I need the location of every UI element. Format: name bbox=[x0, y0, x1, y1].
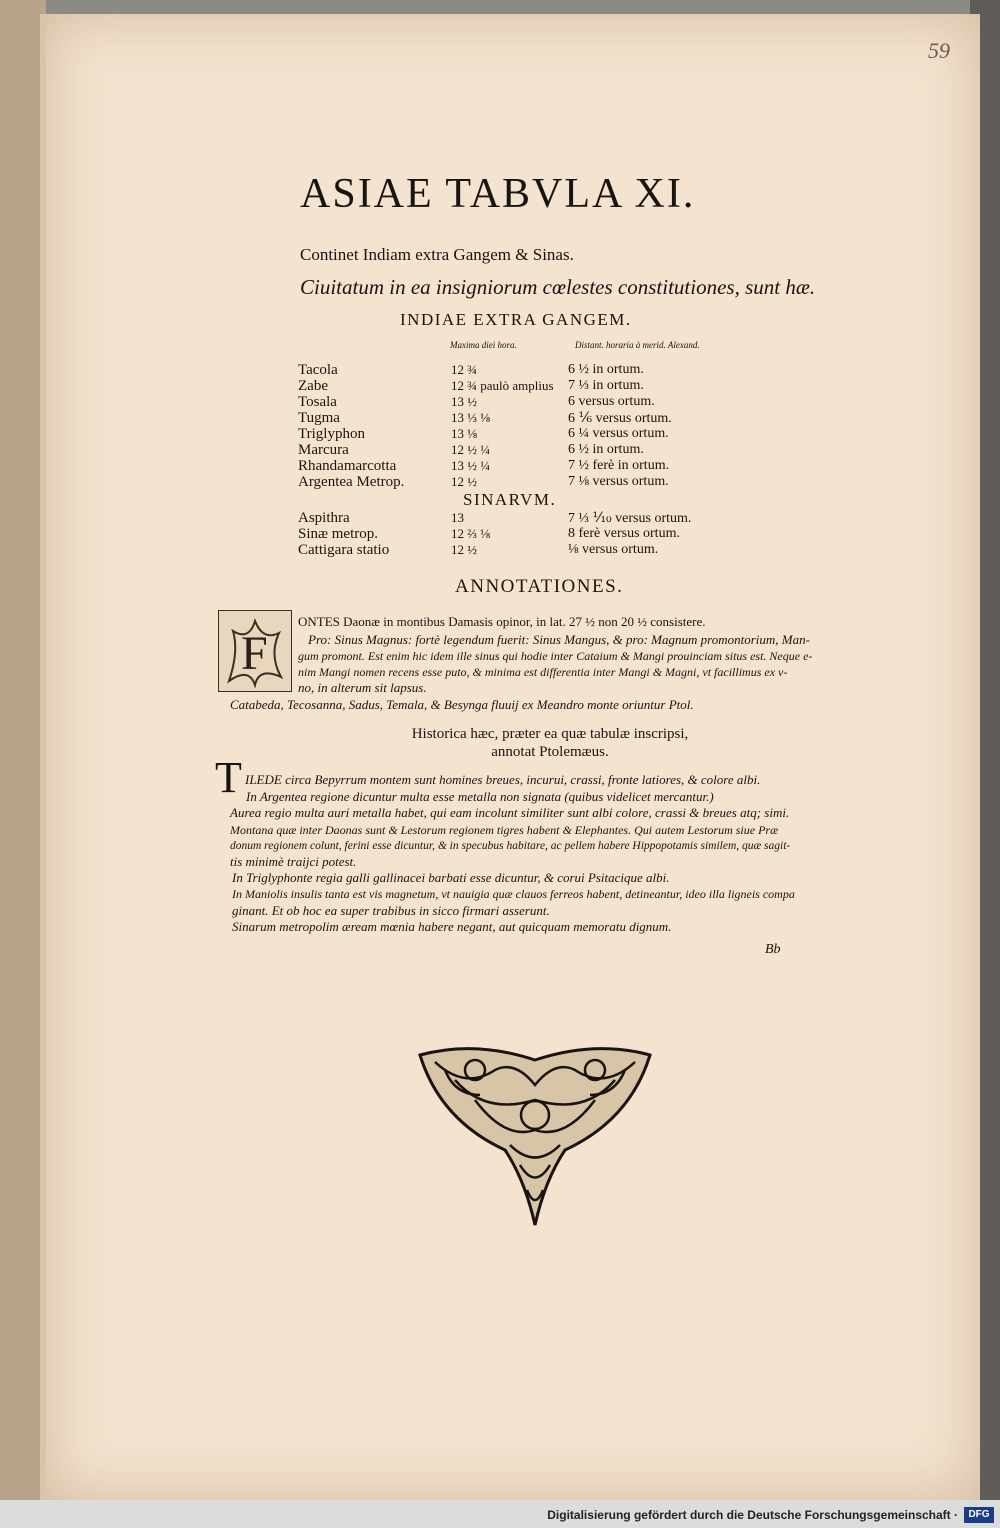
city-hour: 12 ¾ paulò amplius bbox=[451, 378, 554, 393]
table-row bbox=[298, 426, 718, 442]
city-distance: 7 ⅓ ⅒ versus ortum. bbox=[568, 511, 692, 526]
city-name: Tugma bbox=[298, 410, 340, 426]
historica-line: In Maniolis insulis tanta est vis magnetum, vt nauigia quæ clauos ferreos habent, detineantur, ideo illa ligneis compa bbox=[232, 887, 795, 901]
table-row bbox=[298, 458, 718, 474]
annotation-line: no, in alterum sit lapsus. bbox=[298, 680, 427, 695]
page-subtitle: Continet Indiam extra Gangem & Sinas. bbox=[300, 245, 574, 264]
city-distance: 8 ferè versus ortum. bbox=[568, 526, 680, 541]
decorated-initial-t: T bbox=[215, 753, 242, 802]
city-hour: 13 bbox=[451, 510, 464, 525]
table-row bbox=[298, 394, 718, 410]
dfg-logo: DFG bbox=[964, 1507, 994, 1523]
table-row bbox=[298, 526, 718, 542]
annotations-heading: ANNOTATIONES. bbox=[455, 576, 624, 597]
column-header-distance: Distant. horaria à merid. Alexand. bbox=[575, 340, 700, 350]
historica-line: Sinarum metropolim æream mœnia habere negant, aut quicquam memoratu dignum. bbox=[232, 919, 672, 934]
city-hour: 13 ½ ¼ bbox=[451, 458, 490, 473]
column-header-hour: Maxima diei hora. bbox=[450, 340, 517, 350]
city-name: Marcura bbox=[298, 442, 349, 458]
historica-heading: Historica hæc, præter ea quæ tabulæ inscripsi, annotat Ptolemæus. bbox=[411, 726, 689, 760]
intro-line: Ciuitatum in ea insigniorum cœlestes constitutiones, sunt hæ. bbox=[300, 275, 816, 299]
historica-line: Montana quæ inter Daonas sunt & Lestorum regionem tigres habent & Elephantes. Qui autem Lestorum siue Præ bbox=[230, 823, 779, 837]
city-hour: 13 ½ bbox=[451, 394, 477, 409]
table-row bbox=[298, 442, 718, 458]
footer-credit: Digitalisierung gefördert durch die Deutsche Forschungsgemeinschaft · bbox=[547, 1508, 958, 1522]
section-heading-indiae: INDIAE EXTRA GANGEM. bbox=[400, 310, 632, 329]
city-name: Cattigara statio bbox=[298, 542, 390, 558]
ornament-vignette-icon bbox=[415, 1040, 655, 1230]
city-name: Triglyphon bbox=[298, 426, 365, 442]
city-distance: 6 ½ in ortum. bbox=[568, 442, 644, 457]
city-hour: 12 ½ bbox=[451, 474, 477, 489]
city-name: Sinæ metrop. bbox=[298, 526, 379, 542]
city-hour: 12 ½ bbox=[451, 542, 477, 557]
historica-line: donum regionem colunt, ferini esse dicuntur, & in specubus habitare, ac pellem habere Hippopotamis similem, quæ sagit- bbox=[230, 840, 791, 852]
decorated-initial-f-icon bbox=[218, 610, 292, 692]
historica-line: tis minimè traijci potest. bbox=[230, 854, 357, 869]
signature-mark: Bb bbox=[765, 942, 781, 957]
annotation-line: ONTES Daonæ in montibus Damasis opinor, in lat. 27 ½ non 20 ½ consistere. bbox=[298, 614, 706, 629]
annotation-line: nim Mangi nomen recens esse puto, & minima est differentia inter Mangi & Magni, vt facillimus ex v- bbox=[298, 665, 788, 679]
table-row bbox=[298, 362, 718, 378]
historica-line: Aurea regio multa auri metalla habet, qui eam incolunt similiter sunt albi colore, crassi & breues atq; simi. bbox=[230, 805, 790, 820]
city-hour: 13 ⅓ ⅛ bbox=[451, 410, 490, 425]
city-distance: 6 ½ in ortum. bbox=[568, 362, 644, 377]
page-title: ASIAE TABVLA XI. bbox=[300, 171, 696, 217]
table-row bbox=[298, 378, 718, 394]
annotation-line: Pro: Sinus Magnus: fortè legendum fuerit: Sinus Mangus, & pro: Magnum promontorium, Man- bbox=[308, 632, 810, 647]
city-name: Zabe bbox=[298, 378, 328, 394]
table-row bbox=[298, 542, 718, 558]
historica-line: ginant. Et ob hoc ea super trabibus in sicco firmari asserunt. bbox=[232, 903, 550, 918]
city-distance: ⅛ versus ortum. bbox=[568, 542, 659, 557]
annotation-line: Catabeda, Tecosanna, Sadus, Temala, & Besynga fluuij ex Meandro monte oriuntur Ptol. bbox=[230, 697, 694, 712]
table-row bbox=[298, 410, 718, 426]
city-hour: 12 ¾ bbox=[451, 362, 477, 377]
annotation-line: gum promont. Est enim hic idem ille sinus qui hodie inter Cataium & Mangi prouinciam situs est. Neque e- bbox=[298, 649, 813, 663]
city-hour: 13 ⅛ bbox=[451, 426, 477, 441]
city-name: Argentea Metrop. bbox=[298, 474, 405, 490]
city-distance: 6 ⅙ versus ortum. bbox=[568, 411, 672, 426]
city-name: Tacola bbox=[298, 362, 338, 378]
city-name: Tosala bbox=[298, 394, 337, 410]
city-name: Rhandamarcotta bbox=[298, 458, 397, 474]
folio-number: 59 bbox=[928, 38, 950, 63]
city-name: Aspithra bbox=[298, 510, 350, 526]
city-hour: 12 ½ ¼ bbox=[451, 442, 490, 457]
city-distance: 7 ⅓ in ortum. bbox=[568, 378, 644, 393]
historica-line: In Triglyphonte regia galli gallinacei barbati esse dicuntur, & corui Psitacique albi. bbox=[232, 870, 670, 885]
svg-text:F: F bbox=[241, 627, 268, 680]
city-distance: 6 versus ortum. bbox=[568, 394, 655, 409]
table-row bbox=[298, 474, 718, 490]
historica-line: In Argentea regione dicuntur multa esse metalla non signata (quibus videlicet mercantur.) bbox=[246, 789, 714, 804]
historica-line: ILEDE circa Bepyrrum montem sunt homines breues, incurui, crassi, fronte latiores, & colore albi. bbox=[245, 772, 761, 787]
city-distance: 7 ⅛ versus ortum. bbox=[568, 474, 669, 489]
section-heading-sinarum: SINARVM. bbox=[463, 490, 557, 509]
city-hour: 12 ⅔ ⅛ bbox=[451, 526, 490, 541]
city-distance: 7 ½ ferè in ortum. bbox=[568, 458, 670, 473]
city-distance: 6 ¼ versus ortum. bbox=[568, 426, 669, 441]
digitization-footer bbox=[0, 1500, 1000, 1528]
table-row bbox=[298, 510, 718, 526]
